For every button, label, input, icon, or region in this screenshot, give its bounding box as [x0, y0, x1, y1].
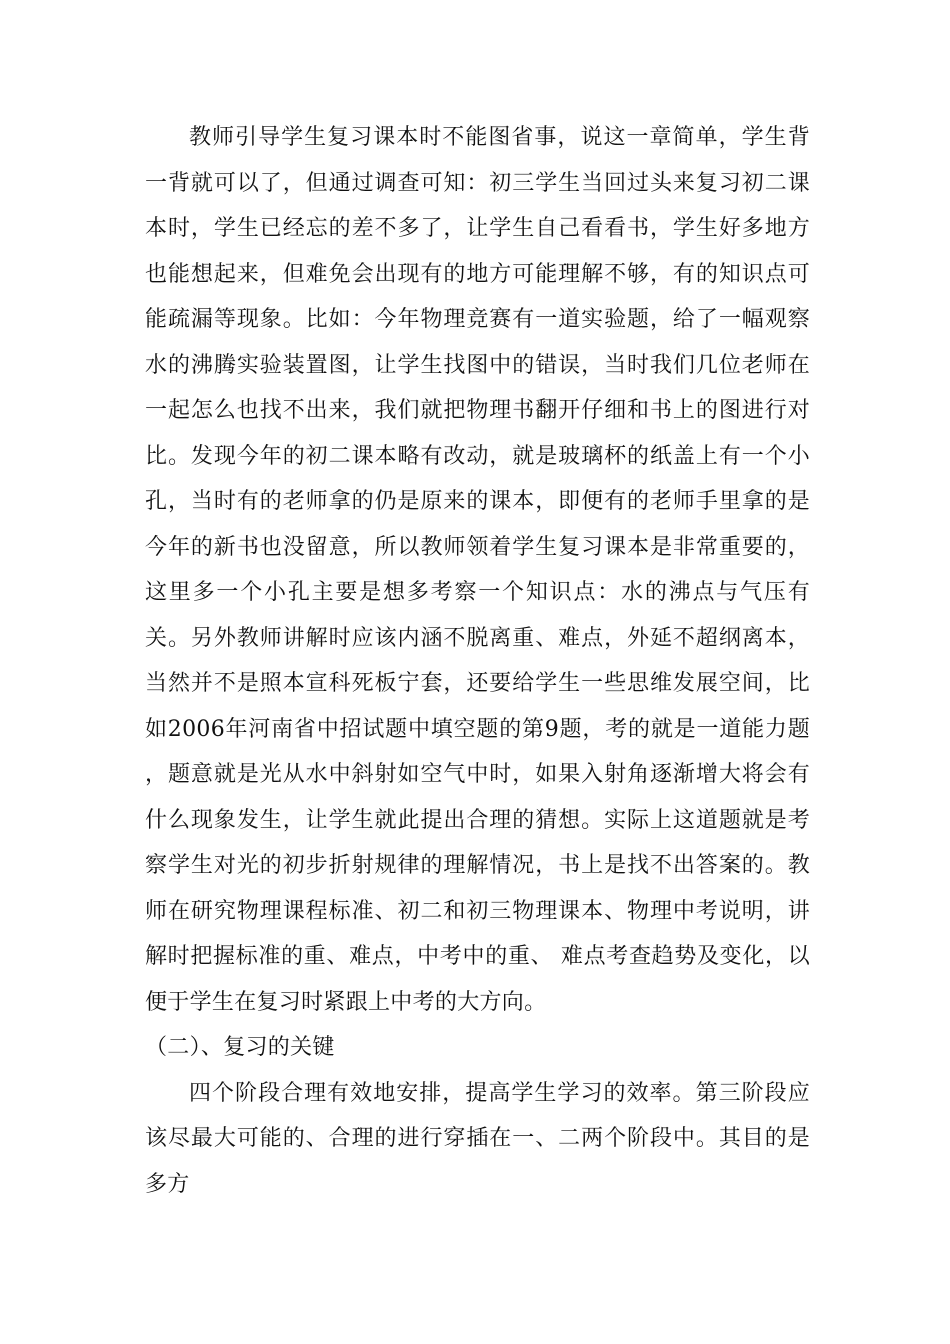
paragraph-four-stages: 四个阶段合理有效地安排，提高学生学习的效率。第三阶段应该尽最大可能的、合理的进行穿插在一、二两个阶段中。其目的是多方: [145, 1080, 810, 1197]
document-body: [145, 115, 810, 1207]
paragraph-review-textbook: 教师引导学生复习课本时不能图省事，说这一章简单，学生背一背就可以了，但通过调查可知：初三学生当回过头来复习初二课本时，学生已经忘的差不多了，让学生自己看看书，学生好多地方也能想起来，但难免会出现有的地方可能理解不够，有的知识点可能疏漏等现象。比如：今年物理竞赛有一道实验题，给了一幅观察水的沸腾实验装置图，让学生找图中的错误，当时我们几位老师在一起怎么也找不出来，我们就把物理书翻开仔细和书上的图进行对比。发现今年的初二课本略有改动，就是玻璃杯的纸盖上有一个小孔，当时有的老师拿的仍是原来的课本，即便有的老师手里拿的是今年的新书也没留意，所以教师领着学生复习课本是非常重要的，这里多一个小孔主要是想多考察一个知识点：水的沸点与气压有关。另外教师讲解时应该内涵不脱离重、难点，外延不超纲离本，当然并不是照本宣科死板宁套，还要给学生一些思维发展空间，比如2006年河南省中招试题中填空题的第9题，考的就是一道能力题 ，题意就是光从水中斜射如空气中时，如果入射角逐渐增大将会有什么现象发生，让学生就此提出合理的猜想。实际上这道题就是考察学生对光的初步折射规律的理解情况，书上是找不出答案的。教师在研究物理课程标准、初二和初三物理课本、物理中考说明，讲解时把握标准的重、难点，中考中的重、 难点考查趋势及变化，以便于学生在复习时紧跟上中考的大方向。: [145, 125, 810, 1015]
section-heading-review-key: （二）、复习的关键: [145, 1035, 335, 1060]
